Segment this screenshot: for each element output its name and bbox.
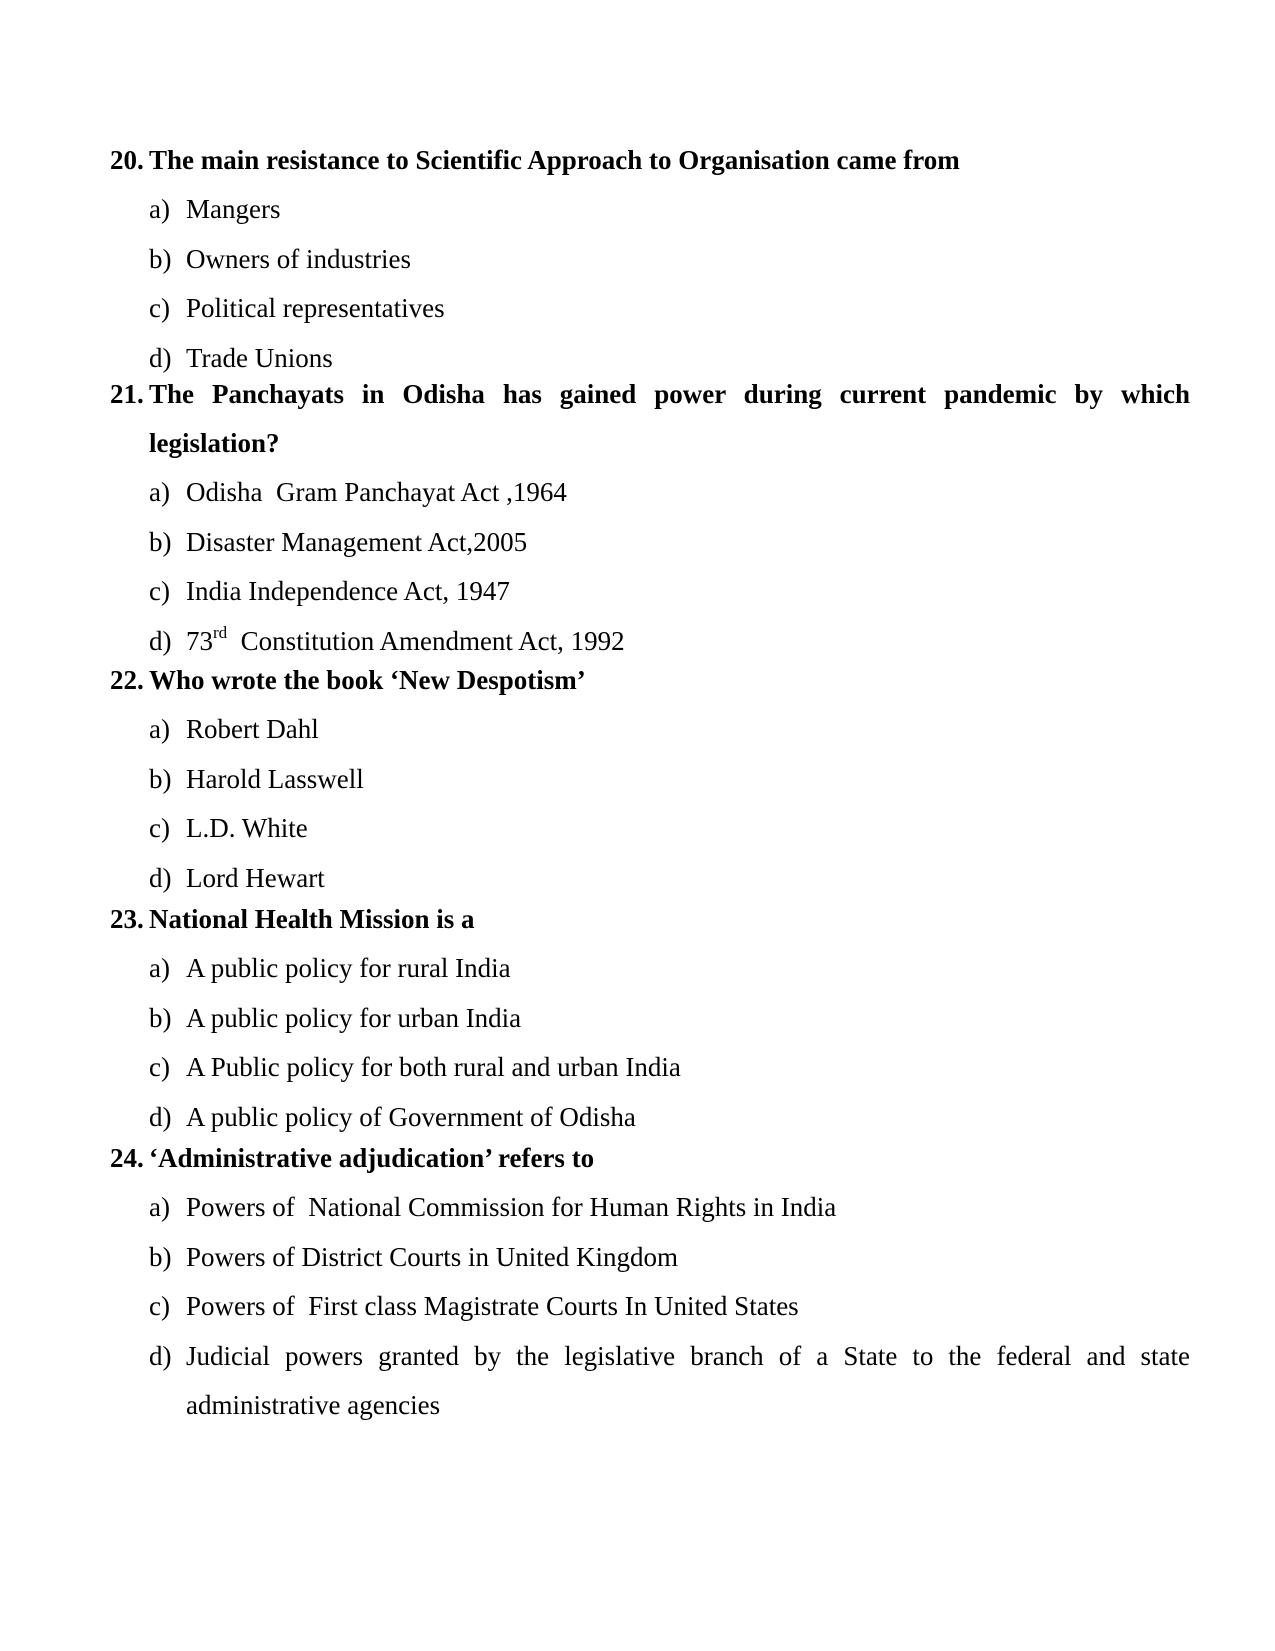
option-list: [110, 185, 1190, 383]
option-a: [149, 705, 1190, 755]
question-20: [110, 136, 1190, 383]
option-c: [149, 804, 1190, 854]
option-text: India Independence Act, 1947: [186, 576, 510, 606]
option-a: [149, 468, 1190, 518]
question-21: [110, 370, 1190, 666]
option-b: [149, 235, 1190, 285]
option-text: Harold Lasswell: [186, 763, 364, 794]
question-number: 22.: [110, 665, 144, 695]
option-d: [149, 1332, 1190, 1431]
option-text: Lord Hewart: [186, 862, 325, 893]
option-letter: c): [149, 813, 170, 843]
option-text-rest: Constitution Amendment Act, 1992: [227, 625, 625, 656]
option-text: Odisha Gram Panchayat Act ,1964: [186, 477, 567, 507]
option-b: [149, 755, 1190, 805]
option-list: [110, 944, 1190, 1142]
option-text: Trade Unions: [186, 342, 333, 373]
question-24: [110, 1134, 1190, 1431]
question-22: [110, 656, 1190, 903]
option-letter: b): [149, 1241, 172, 1272]
option-a: [149, 944, 1190, 994]
option-letter: c): [149, 293, 170, 323]
option-letter: a): [149, 477, 170, 507]
option-text: Owners of industries: [186, 243, 411, 274]
option-text: A Public policy for both rural and urban India: [186, 1052, 681, 1082]
option-a: [149, 185, 1190, 235]
option-letter: d): [149, 342, 172, 373]
option-text: Powers of National Commission for Human Rights in India: [186, 1192, 837, 1222]
option-text: Mangers: [186, 194, 281, 224]
option-text: Powers of First class Magistrate Courts In United States: [186, 1291, 799, 1321]
question-number: 21.: [110, 379, 144, 409]
option-letter: c): [149, 576, 170, 606]
question-text: ‘Administrative adjudication’ refers to: [149, 1143, 595, 1173]
option-letter: d): [149, 1340, 172, 1371]
option-letter: b): [149, 763, 172, 794]
question-23: [110, 895, 1190, 1142]
question-stem: [110, 136, 1190, 185]
question-text: The Panchayats in Odisha has gained power during current pandemic by which legislation?: [149, 379, 1190, 458]
option-c: [149, 1043, 1190, 1093]
option-letter: c): [149, 1052, 170, 1082]
option-c: [149, 567, 1190, 617]
question-number: 20.: [110, 145, 144, 175]
question-number: 23.: [110, 904, 144, 934]
ordinal-suffix: rd: [213, 622, 228, 642]
option-list: [110, 1183, 1190, 1431]
option-text: Political representatives: [186, 293, 445, 323]
ordinal-number: 73: [186, 625, 213, 656]
option-text: A public policy for urban India: [186, 1002, 522, 1033]
option-letter: a): [149, 1192, 170, 1222]
option-b: [149, 1233, 1190, 1283]
option-text: A public policy for rural India: [186, 953, 511, 983]
question-stem: [110, 1134, 1190, 1183]
option-letter: a): [149, 194, 170, 224]
option-letter: d): [149, 862, 172, 893]
option-list: [110, 705, 1190, 903]
option-text: L.D. White: [186, 813, 308, 843]
question-number: 24.: [110, 1143, 144, 1173]
option-b: [149, 994, 1190, 1044]
option-letter: b): [149, 526, 172, 557]
option-letter: c): [149, 1291, 170, 1321]
option-a: [149, 1183, 1190, 1233]
option-list: [110, 468, 1190, 666]
option-text: A public policy of Government of Odisha: [186, 1101, 636, 1132]
option-letter: d): [149, 1101, 172, 1132]
option-c: [149, 1282, 1190, 1332]
question-text: National Health Mission is a: [149, 904, 475, 934]
option-b: [149, 518, 1190, 568]
question-text: Who wrote the book ‘New Despotism’: [149, 665, 586, 695]
option-letter: a): [149, 714, 170, 744]
option-letter: b): [149, 243, 172, 274]
question-stem: [110, 895, 1190, 944]
option-text: Disaster Management Act,2005: [186, 526, 528, 557]
question-text: The main resistance to Scientific Approach to Organisation came from: [149, 145, 960, 175]
option-letter: a): [149, 953, 170, 983]
option-letter: b): [149, 1002, 172, 1033]
option-text: Robert Dahl: [186, 714, 319, 744]
question-stem: [110, 370, 1190, 468]
option-c: [149, 284, 1190, 334]
option-text: Powers of District Courts in United Kingdom: [186, 1241, 678, 1272]
option-letter: d): [149, 625, 172, 656]
question-stem: [110, 656, 1190, 705]
option-text: Judicial powers granted by the legislative branch of a State to the federal and state administrative agencies: [186, 1340, 1190, 1420]
